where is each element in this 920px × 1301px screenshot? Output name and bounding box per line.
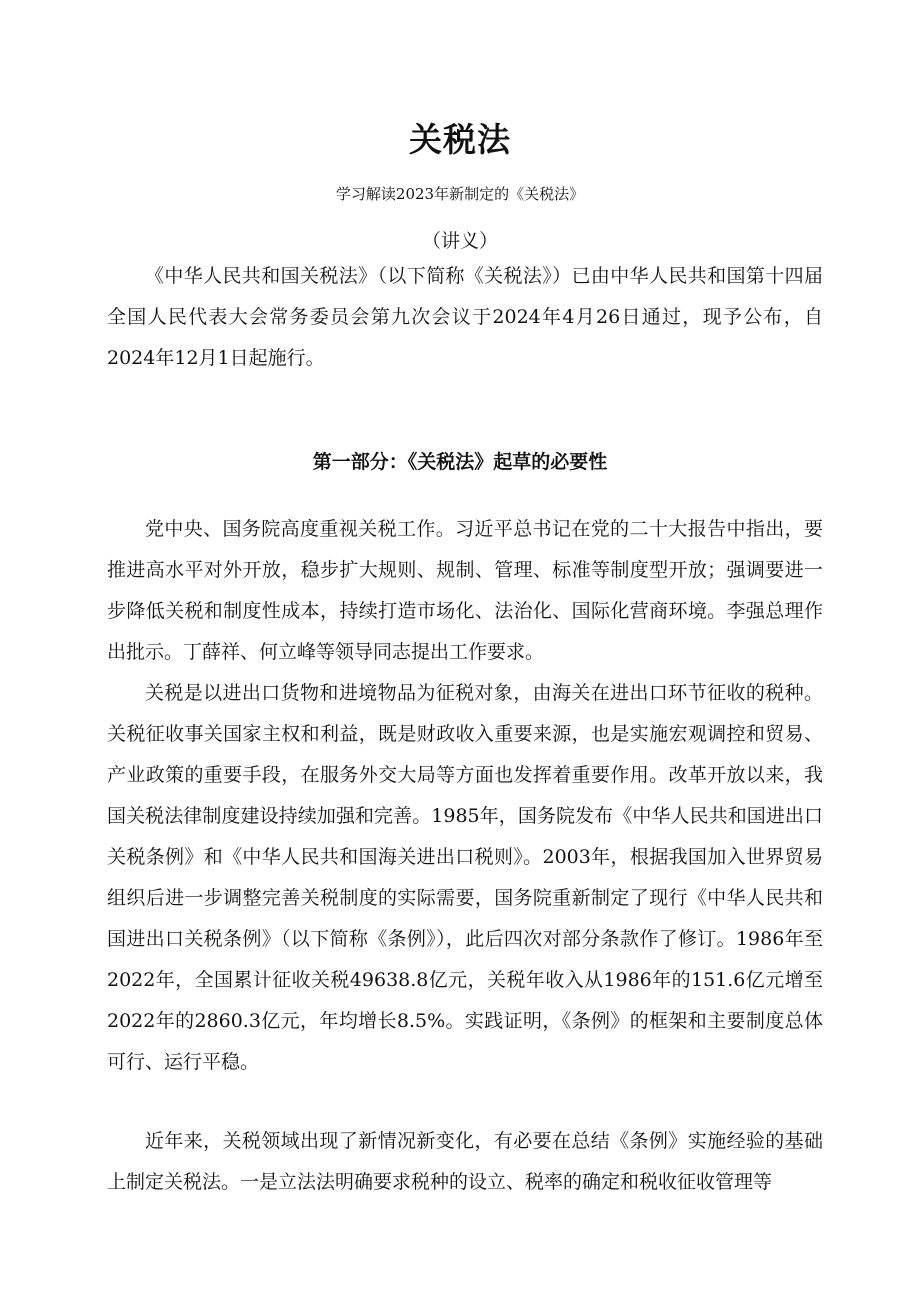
body-paragraph: 近年来，关税领域出现了新情况新变化，有必要在总结《条例》实施经验的基础上制定关税法。一是立法法明确要求税种的设立、税率的确定和税收征收管理等 <box>107 1130 823 1193</box>
section-heading: 第一部分：《关税法》起草的必要性 <box>312 451 608 473</box>
intro-paragraph: 《中华人民共和国关税法》（以下简称《关税法》）已由中华人民共和国第十四届全国人民代表大会常务委员会第九次会议于2024年4月26日通过，现予公布，自2024年12月1日起施行。 <box>107 265 823 369</box>
document-label: （讲义） <box>421 230 498 252</box>
body-paragraph: 关税是以进出口货物和进境物品为征税对象，由海关在进出口环节征收的税种。关税征收事关国家主权和利益，既是财政收入重要来源，也是实施宏观调控和贸易、产业政策的重要手段，在服务外交大局等方面也发挥着重要作用。改革开放以来，我国关税法律制度建设持续加强和完善。1985年，国务院发布《中华人民共和国进出口关税条例》和《中华人民共和国海关进出口税则》。2003年，根据我国加入世界贸易组织后进一步调整完善关税制度的实际需要，国务院重新制定了现行《中华人民共和国进出口关税条例》（以下简称《条例》），此后四次对部分条款作了修订。1986年至2022年，全国累计征收关税49638.8亿元，关税年收入从1986年的151.6亿元增至2022年的2860.3亿元，年均增长8.5%。实践证明，《条例》的框架和主要制度总体可行、运行平稳。 <box>107 682 823 1073</box>
body-paragraph: 党中央、国务院高度重视关税工作。习近平总书记在党的二十大报告中指出，要推进高水平对外开放，稳步扩大规则、规制、管理、标准等制度型开放；强调要进一步降低关税和制度性成本，持续打造市场化、法治化、国际化营商环境。李强总理作出批示。丁薛祥、何立峰等领导同志提出工作要求。 <box>107 518 823 663</box>
document-subtitle: 学习解读2023年新制定的《关税法》 <box>335 185 585 203</box>
document-title: 关税法 <box>409 120 511 159</box>
